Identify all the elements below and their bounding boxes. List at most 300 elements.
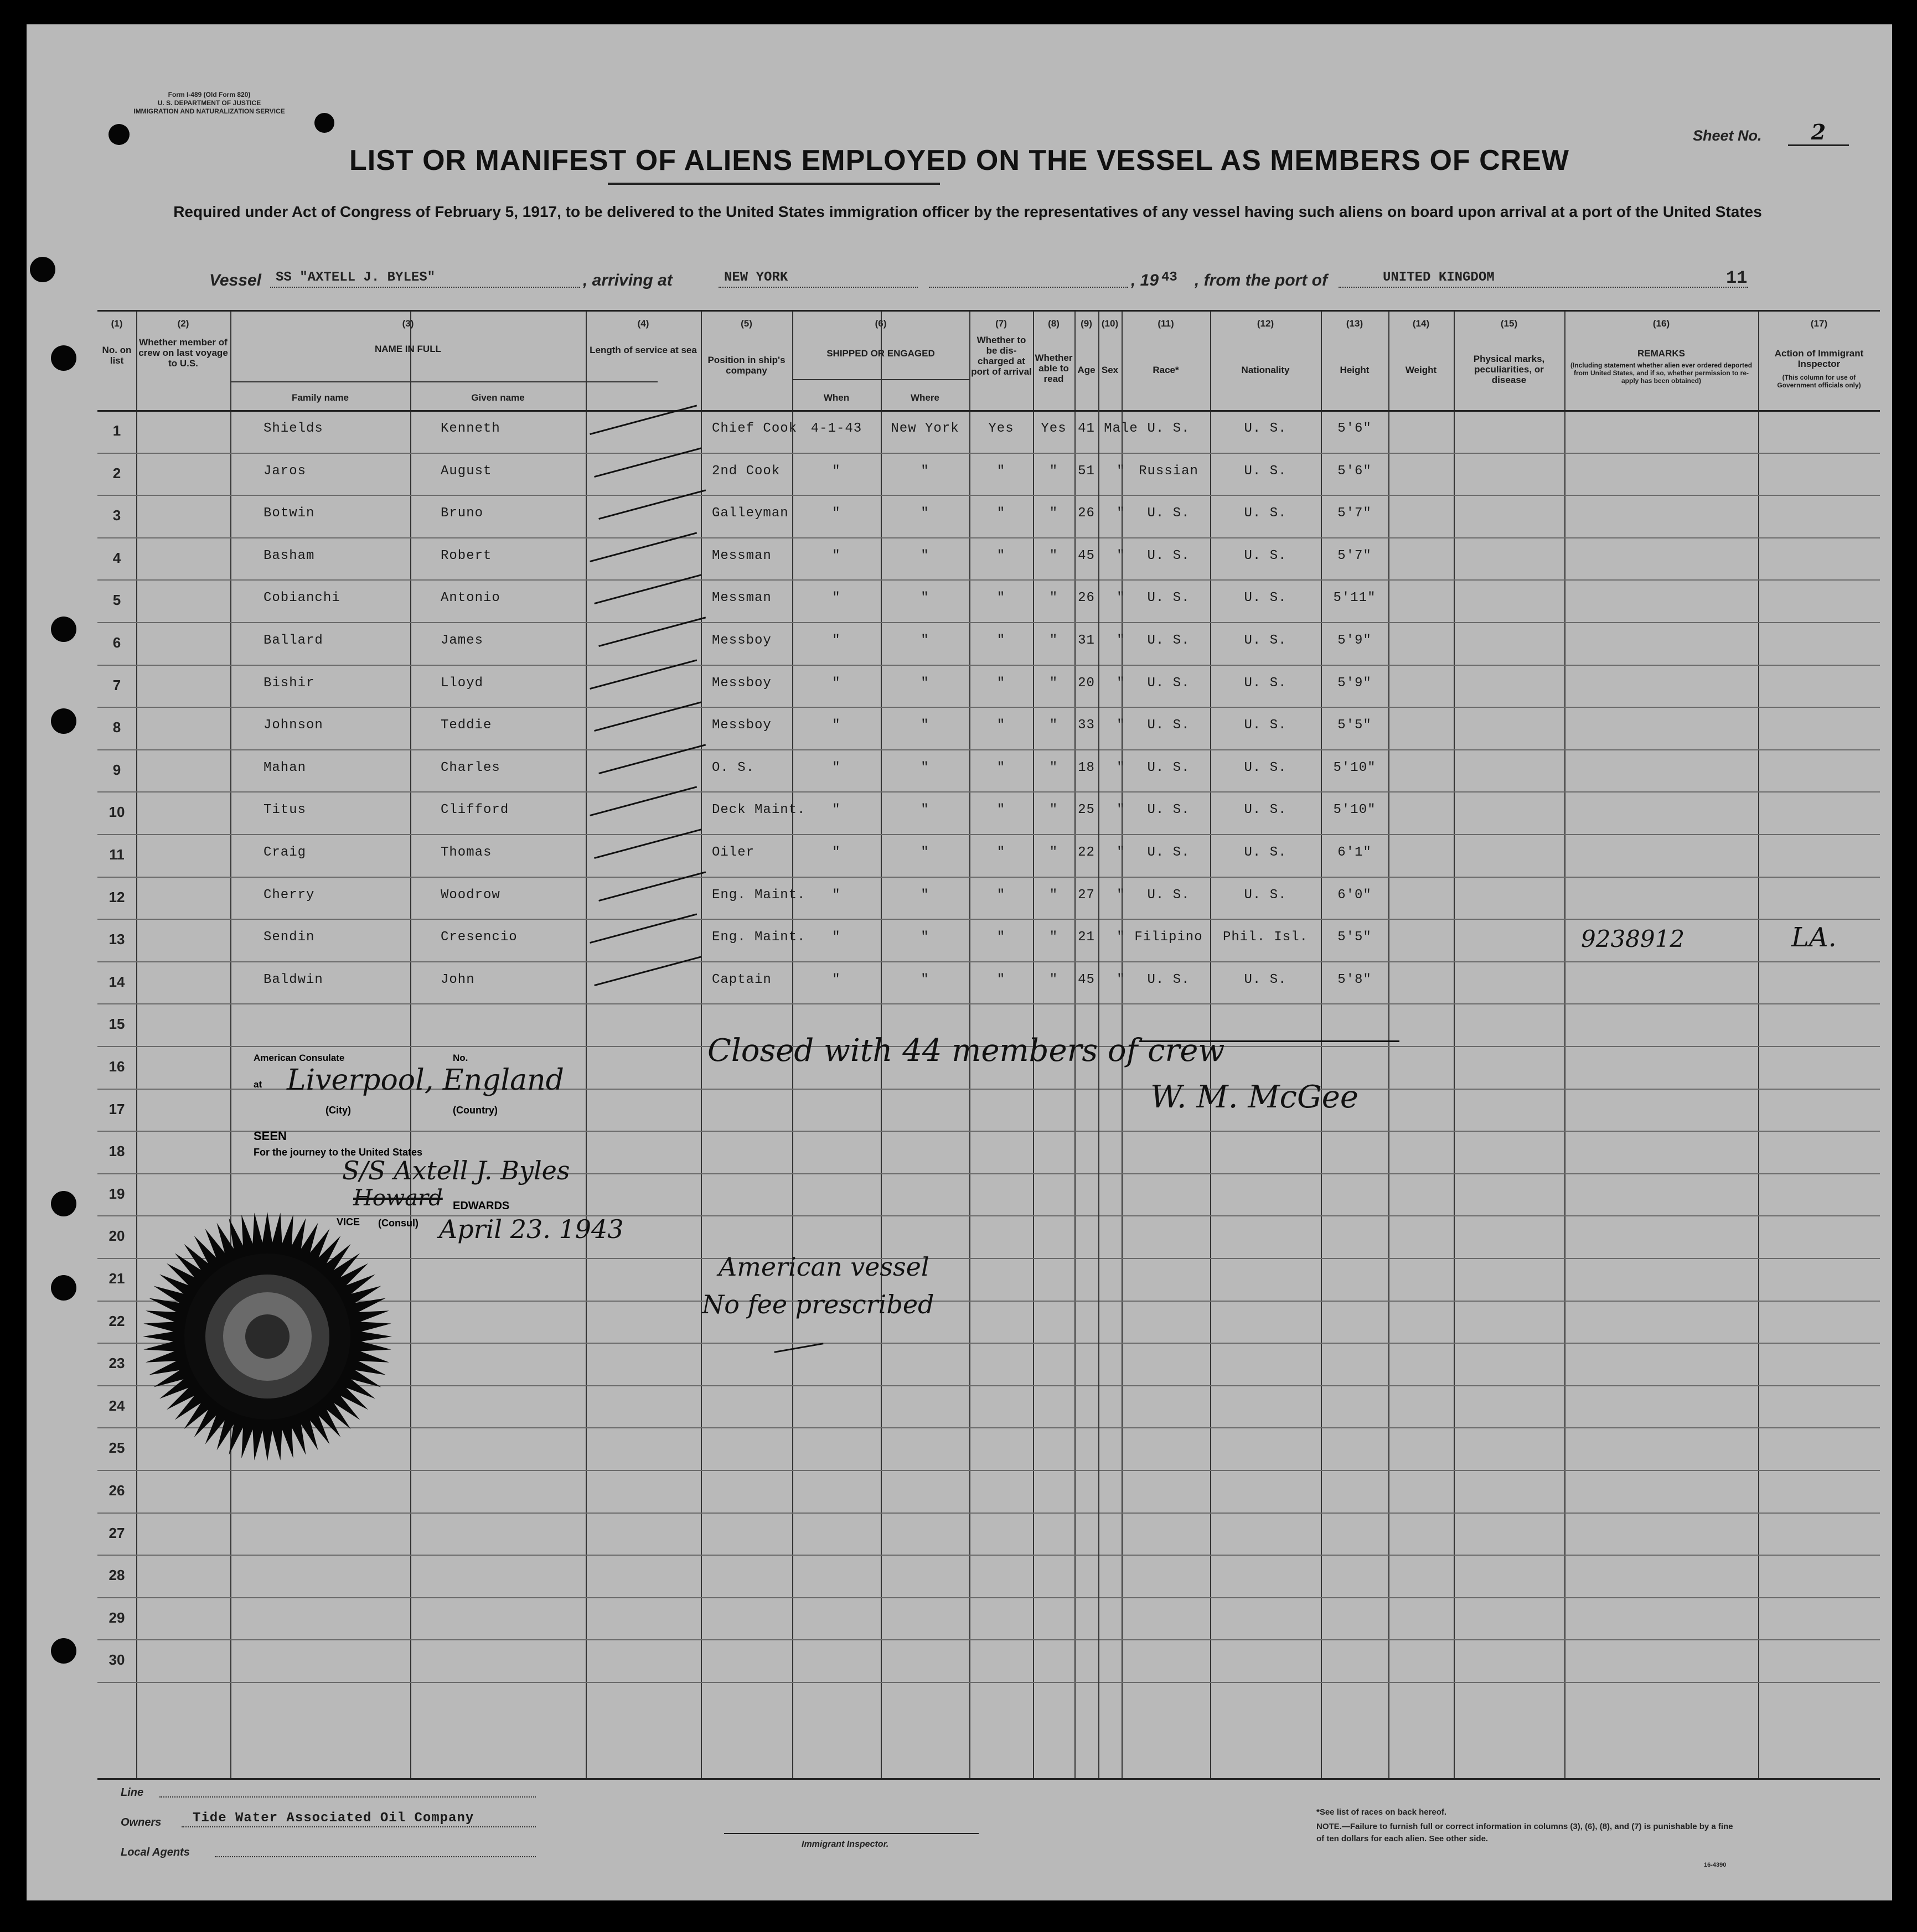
punch-hole: [314, 113, 334, 133]
stamp-date-handwritten: April 23. 1943: [439, 1214, 624, 1244]
given-name-cell: Antonio: [441, 591, 500, 606]
city-label: (City): [325, 1105, 351, 1116]
consulate-no-label: No.: [453, 1053, 468, 1063]
punch-hole: [51, 1638, 76, 1664]
country-label: (Country): [453, 1105, 498, 1116]
nationality-cell: Phil. Isl.: [1222, 930, 1309, 945]
shipped-when-cell: ": [832, 463, 841, 479]
punch-hole: [51, 1275, 76, 1301]
shipped-where-cell: ": [921, 633, 929, 648]
age-cell: 31: [1078, 633, 1095, 648]
sex-cell: ": [1117, 591, 1125, 606]
height-cell: 6'1": [1337, 845, 1372, 860]
row-divider: [97, 1513, 1880, 1514]
nationality-cell: U. S.: [1244, 675, 1287, 691]
row-divider: [97, 1470, 1880, 1471]
shipped-where-cell: ": [921, 760, 929, 775]
height-cell: 5'7": [1337, 548, 1372, 563]
remarks-cell: 9238912: [1581, 925, 1685, 953]
family-name-cell: Cobianchi: [263, 591, 340, 606]
age-cell: 51: [1078, 463, 1095, 479]
sex-cell: ": [1117, 972, 1125, 987]
given-name-cell: John: [441, 972, 475, 987]
row-number: 28: [108, 1567, 125, 1584]
race-cell: U. S.: [1147, 506, 1190, 521]
row-number: 12: [108, 888, 125, 905]
row-number: 8: [112, 719, 121, 736]
column-number: (4): [637, 318, 649, 329]
sheet-number: 2: [1788, 120, 1849, 146]
inspector-signature: W. M. McGee: [1150, 1079, 1359, 1115]
nationality-cell: U. S.: [1244, 506, 1287, 521]
age-cell: 18: [1078, 760, 1095, 775]
row-number: 16: [108, 1058, 125, 1075]
column-number: (3): [402, 318, 414, 329]
row-number: 5: [112, 592, 121, 609]
vessel-line: [209, 268, 1776, 292]
given-name-cell: Bruno: [441, 506, 484, 521]
age-cell: 41: [1078, 421, 1095, 436]
sex-cell: ": [1117, 802, 1125, 818]
col-age: Age: [1077, 365, 1096, 375]
given-name-cell: Robert: [441, 548, 492, 563]
row-number: 2: [112, 464, 121, 481]
col-discharged: Whether to be dis-charged at port of arrival: [971, 335, 1032, 377]
sex-cell: ": [1117, 930, 1125, 945]
col-race: Race*: [1153, 365, 1179, 375]
height-cell: 5'10": [1333, 802, 1376, 818]
line-label: Line: [121, 1786, 144, 1799]
col-weight: Weight: [1405, 365, 1437, 375]
sex-cell: ": [1117, 506, 1125, 521]
family-name-cell: Basham: [263, 548, 315, 563]
arriving-label: , arriving at: [583, 271, 673, 289]
shipped-when-cell: ": [832, 718, 841, 733]
able-to-read-cell: ": [1049, 633, 1058, 648]
position-cell: O. S.: [712, 760, 755, 775]
shipped-when-cell: ": [832, 591, 841, 606]
height-cell: 5'11": [1333, 591, 1376, 606]
footer: [99, 1779, 1870, 1900]
shipped-where-cell: ": [921, 548, 929, 563]
punch-hole: [108, 124, 130, 145]
inspector-signature-line: [724, 1833, 979, 1834]
race-cell: U. S.: [1147, 633, 1190, 648]
able-to-read-cell: ": [1049, 887, 1058, 903]
shipped-when-cell: ": [832, 802, 841, 818]
city-country-handwritten: Liverpool, England: [287, 1064, 564, 1097]
nationality-cell: U. S.: [1244, 591, 1287, 606]
discharged-cell: ": [996, 591, 1006, 606]
punch-hole: [51, 708, 76, 734]
consulate-stamp: [254, 1053, 674, 1285]
american-vessel-note: American vessel: [719, 1252, 929, 1282]
vessel-name: SS "AXTELL J. BYLES": [276, 270, 436, 285]
sheet-label: Sheet No.: [1693, 127, 1762, 144]
service-name: IMMIGRATION AND NATURALIZATION SERVICE: [133, 107, 285, 115]
column-number: (1): [111, 318, 123, 329]
form-identifier: [93, 91, 325, 116]
form-code: 16-4390: [1704, 1862, 1727, 1868]
column-number: (11): [1158, 318, 1174, 329]
given-name-cell: Woodrow: [441, 887, 500, 903]
shipped-where-cell: ": [921, 506, 929, 521]
row-number: 18: [108, 1143, 125, 1160]
family-name-cell: Mahan: [263, 760, 307, 775]
given-name-cell: Clifford: [441, 802, 509, 818]
arrival-port: NEW YORK: [724, 270, 788, 285]
nationality-cell: U. S.: [1244, 972, 1287, 987]
family-name-cell: Bishir: [263, 675, 315, 691]
family-name-cell: Titus: [263, 802, 307, 818]
race-cell: U. S.: [1147, 802, 1190, 818]
punch-hole: [51, 1191, 76, 1216]
race-cell: Filipino: [1134, 930, 1203, 945]
given-name-cell: James: [441, 633, 484, 648]
local-agents-label: Local Agents: [121, 1846, 190, 1858]
discharged-cell: ": [996, 633, 1006, 648]
shipped-when-cell: ": [832, 760, 841, 775]
height-cell: 5'5": [1337, 718, 1372, 733]
nationality-cell: U. S.: [1244, 463, 1287, 479]
given-name-cell: Charles: [441, 760, 500, 775]
shipped-when-cell: 4-1-43: [810, 421, 862, 436]
race-cell: U. S.: [1147, 760, 1190, 775]
nationality-cell: U. S.: [1244, 760, 1287, 775]
col-when: When: [823, 392, 850, 403]
sex-cell: ": [1117, 548, 1125, 563]
able-to-read-cell: ": [1049, 972, 1058, 987]
col-family-name: Family name: [292, 392, 349, 403]
height-cell: 5'6": [1337, 421, 1372, 436]
age-cell: 20: [1078, 675, 1095, 691]
nationality-cell: U. S.: [1244, 718, 1287, 733]
sex-cell: ": [1117, 675, 1125, 691]
name-subdivider: [230, 381, 658, 382]
inspector-label: Immigrant Inspector.: [802, 1840, 889, 1849]
given-name-cell: Teddie: [441, 718, 492, 733]
given-name-cell: Thomas: [441, 845, 492, 860]
ink-number: 11: [1726, 268, 1748, 288]
row-number: 10: [108, 804, 125, 821]
given-name-cell: August: [441, 463, 492, 479]
consul-label: (Consul): [378, 1218, 418, 1229]
col-sex: Sex: [1101, 365, 1119, 375]
row-number: 9: [112, 761, 121, 778]
vessel-handwritten: S/S Axtell J. Byles: [342, 1156, 570, 1185]
row-number: 24: [108, 1397, 125, 1414]
seen-label: SEEN: [254, 1129, 287, 1143]
column-number: (12): [1257, 318, 1274, 329]
able-to-read-cell: ": [1049, 548, 1058, 563]
column-number: (16): [1652, 318, 1670, 329]
able-to-read-cell: ": [1049, 718, 1058, 733]
column-number: (7): [995, 318, 1007, 329]
col-position: Position in ship's company: [707, 355, 786, 376]
race-cell: U. S.: [1147, 718, 1190, 733]
able-to-read-cell: ": [1049, 760, 1058, 775]
arrival-year: 43: [1161, 270, 1177, 285]
race-cell: U. S.: [1147, 675, 1190, 691]
nationality-cell: U. S.: [1244, 421, 1287, 436]
column-number: (13): [1346, 318, 1363, 329]
shipped-when-cell: ": [832, 548, 841, 563]
age-cell: 26: [1078, 506, 1095, 521]
family-name-cell: Cherry: [263, 887, 315, 903]
row-divider: [97, 1682, 1880, 1683]
position-cell: 2nd Cook: [712, 463, 781, 479]
column-number: (14): [1412, 318, 1430, 329]
sheet-number-field: [1693, 120, 1826, 144]
discharged-cell: ": [996, 718, 1006, 733]
row-number: 17: [108, 1100, 125, 1117]
age-cell: 26: [1078, 591, 1095, 606]
age-cell: 27: [1078, 887, 1095, 903]
title-underline: [608, 183, 940, 185]
sex-cell: ": [1117, 887, 1125, 903]
officer-name: EDWARDS: [453, 1200, 510, 1212]
row-number: 23: [108, 1355, 125, 1372]
at-label: at: [254, 1079, 262, 1090]
row-divider: [97, 1597, 1880, 1598]
position-cell: Deck Maint.: [712, 802, 806, 818]
column-number: (8): [1048, 318, 1060, 329]
shipped-when-cell: ": [832, 675, 841, 691]
shipped-where-cell: ": [921, 463, 929, 479]
row-number: 6: [112, 634, 121, 651]
officer-signature: Howard: [353, 1185, 443, 1211]
form-number: Form I-489 (Old Form 820): [168, 91, 251, 99]
sex-cell: ": [1117, 718, 1125, 733]
race-cell: U. S.: [1147, 591, 1190, 606]
race-cell: U. S.: [1147, 548, 1190, 563]
col-where: Where: [911, 392, 939, 403]
nationality-cell: U. S.: [1244, 887, 1287, 903]
row-divider: [97, 1639, 1880, 1640]
shipped-when-cell: ": [832, 972, 841, 987]
col-remarks-note: (Including statement whether alien ever ordered deported from United States, and if so, whether permission to re-apply has been obtained): [1570, 361, 1753, 385]
row-number: 19: [108, 1185, 125, 1202]
position-cell: Messman: [712, 548, 772, 563]
family-name-cell: Botwin: [263, 506, 315, 521]
row-number: 29: [108, 1609, 125, 1626]
page-title: LIST OR MANIFEST OF ALIENS EMPLOYED ON THE VESSEL AS MEMBERS OF CREW: [349, 144, 1569, 177]
position-cell: Messman: [712, 591, 772, 606]
position-cell: Eng. Maint.: [712, 930, 806, 945]
column-number: (17): [1810, 318, 1828, 329]
discharged-cell: Yes: [988, 421, 1014, 436]
shipped-where-cell: ": [921, 845, 929, 860]
races-note: *See list of races on back hereof.: [1316, 1807, 1447, 1817]
nationality-cell: U. S.: [1244, 802, 1287, 818]
from-port-label: , from the port of: [1195, 271, 1327, 289]
age-cell: 33: [1078, 718, 1095, 733]
departure-port: UNITED KINGDOM: [1383, 270, 1495, 285]
col-height: Height: [1340, 365, 1370, 375]
shipped-where-cell: New York: [891, 421, 959, 436]
shipped-when-cell: ": [832, 930, 841, 945]
row-number: 25: [108, 1439, 125, 1457]
col-given-name: Given name: [471, 392, 525, 403]
column-number: (6): [875, 318, 887, 329]
column-number: (2): [177, 318, 189, 329]
age-cell: 25: [1078, 802, 1095, 818]
nationality-cell: U. S.: [1244, 633, 1287, 648]
col-able-to-read: Whether able to read: [1035, 353, 1073, 384]
no-fee-note: No fee prescribed: [702, 1289, 934, 1319]
discharged-cell: ": [996, 463, 1006, 479]
sex-cell: ": [1117, 845, 1125, 860]
row-divider: [97, 1555, 1880, 1556]
height-cell: 6'0": [1337, 887, 1372, 903]
age-cell: 21: [1078, 930, 1095, 945]
position-cell: Captain: [712, 972, 772, 987]
closed-with-crew-note: Closed with 44 members of crew: [707, 1033, 1225, 1069]
race-cell: U. S.: [1147, 972, 1190, 987]
height-cell: 5'9": [1337, 633, 1372, 648]
shipped-where-cell: ": [921, 802, 929, 818]
able-to-read-cell: ": [1049, 930, 1058, 945]
column-number: (10): [1101, 318, 1119, 329]
col-whether-member: Whether member of crew on last voyage to U.S.: [138, 337, 228, 369]
family-name-cell: Ballard: [263, 633, 323, 648]
family-name-cell: Shields: [263, 421, 323, 436]
column-number: (15): [1500, 318, 1518, 329]
discharged-cell: ": [996, 675, 1006, 691]
position-cell: Messboy: [712, 675, 772, 691]
discharged-cell: ": [996, 760, 1006, 775]
penalty-note: NOTE.—Failure to furnish full or correct information in columns (3), (6), (8), and (7) is punishable by a fine of ten dollars for each alien. See other side.: [1316, 1822, 1733, 1843]
consulate-label: American Consulate: [254, 1053, 345, 1063]
family-name-cell: Craig: [263, 845, 307, 860]
position-cell: Oiler: [712, 845, 755, 860]
row-number: 30: [108, 1651, 125, 1669]
shipped-where-cell: ": [921, 591, 929, 606]
col-remarks: REMARKS: [1637, 348, 1685, 359]
race-cell: U. S.: [1147, 421, 1190, 436]
inspector-action-cell: LA.: [1791, 922, 1837, 954]
shipped-where-cell: ": [921, 887, 929, 903]
shipped-where-cell: ": [921, 930, 929, 945]
col-action: Action of Immigrant Inspector: [1774, 348, 1864, 369]
height-cell: 5'5": [1337, 930, 1372, 945]
col-name-in-full: NAME IN FULL: [375, 344, 441, 354]
shipped-where-cell: ": [921, 675, 929, 691]
vessel-label: Vessel: [209, 271, 261, 289]
given-name-cell: Cresencio: [441, 930, 518, 945]
height-cell: 5'8": [1337, 972, 1372, 987]
punch-hole: [30, 257, 55, 282]
shipped-when-cell: ": [832, 633, 841, 648]
row-number: 11: [109, 846, 125, 863]
row-number: 21: [108, 1270, 125, 1287]
given-name-cell: Kenneth: [441, 421, 500, 436]
height-cell: 5'6": [1337, 463, 1372, 479]
shipped-where-cell: ": [921, 718, 929, 733]
vice-label: VICE: [337, 1216, 360, 1227]
height-cell: 5'9": [1337, 675, 1372, 691]
race-cell: U. S.: [1147, 845, 1190, 860]
position-cell: Eng. Maint.: [712, 887, 806, 903]
row-number: 4: [112, 549, 121, 566]
able-to-read-cell: ": [1049, 802, 1058, 818]
position-cell: Galleyman: [712, 506, 789, 521]
shipped-when-cell: ": [832, 887, 841, 903]
discharged-cell: ": [996, 548, 1006, 563]
able-to-read-cell: ": [1049, 675, 1058, 691]
family-name-cell: Sendin: [263, 930, 315, 945]
shipped-where-cell: ": [921, 972, 929, 987]
age-cell: 45: [1078, 972, 1095, 987]
discharged-cell: ": [996, 972, 1006, 987]
able-to-read-cell: Yes: [1041, 421, 1067, 436]
shipped-when-cell: ": [832, 845, 841, 860]
row-number: 22: [108, 1312, 125, 1329]
sex-cell: Male: [1104, 421, 1138, 436]
discharged-cell: ": [996, 506, 1006, 521]
manifest-sheet: [27, 24, 1892, 1900]
row-number: 13: [108, 931, 125, 948]
row-number: 15: [108, 1016, 125, 1033]
punch-hole: [51, 345, 76, 371]
year-prefix: , 19: [1131, 271, 1159, 289]
position-cell: Chief Cook: [712, 421, 798, 436]
family-name-cell: Baldwin: [263, 972, 323, 987]
age-cell: 22: [1078, 845, 1095, 860]
col-length-of-service: Length of service at sea: [590, 345, 697, 355]
col-physical-marks: Physical marks, peculiarities, or disease: [1473, 354, 1545, 385]
journey-label: For the journey to the United States: [254, 1147, 423, 1158]
col-nationality: Nationality: [1241, 365, 1290, 375]
col-no-on-list: No. on list: [102, 345, 132, 366]
row-number: 27: [108, 1524, 125, 1541]
able-to-read-cell: ": [1049, 463, 1058, 479]
nationality-cell: U. S.: [1244, 548, 1287, 563]
column-number: (5): [741, 318, 752, 329]
row-divider: [97, 1003, 1880, 1004]
race-cell: U. S.: [1147, 887, 1190, 903]
nationality-cell: U. S.: [1244, 845, 1287, 860]
able-to-read-cell: ": [1049, 845, 1058, 860]
col-action-note: (This column for use of Government officials only): [1777, 374, 1861, 389]
row-number: 26: [108, 1482, 125, 1499]
col-shipped-or-engaged: SHIPPED OR ENGAGED: [826, 348, 935, 359]
height-cell: 5'10": [1333, 760, 1376, 775]
able-to-read-cell: ": [1049, 591, 1058, 606]
discharged-cell: ": [996, 887, 1006, 903]
discharged-cell: ": [996, 930, 1006, 945]
sex-cell: ": [1117, 463, 1125, 479]
row-number: 3: [112, 507, 121, 524]
height-cell: 5'7": [1337, 506, 1372, 521]
position-cell: Messboy: [712, 633, 772, 648]
closed-note-underline: [1139, 1040, 1399, 1042]
family-name-cell: Jaros: [263, 463, 307, 479]
department-name: U. S. DEPARTMENT OF JUSTICE: [157, 99, 261, 107]
punch-hole: [51, 617, 76, 642]
able-to-read-cell: ": [1049, 506, 1058, 521]
owners-label: Owners: [121, 1816, 162, 1829]
row-number: 14: [108, 973, 125, 990]
race-cell: Russian: [1139, 463, 1198, 479]
row-number: 7: [112, 676, 121, 693]
sex-cell: ": [1117, 633, 1125, 648]
family-name-cell: Johnson: [263, 718, 323, 733]
shipped-when-cell: ": [832, 506, 841, 521]
page-subtitle: Required under Act of Congress of February 5, 1917, to be delivered to the United States immigration officer by the representatives of any vessel having such aliens on board upon arrival at a port of the United States: [173, 203, 1762, 220]
owners-value: Tide Water Associated Oil Company: [193, 1811, 474, 1826]
sex-cell: ": [1117, 760, 1125, 775]
